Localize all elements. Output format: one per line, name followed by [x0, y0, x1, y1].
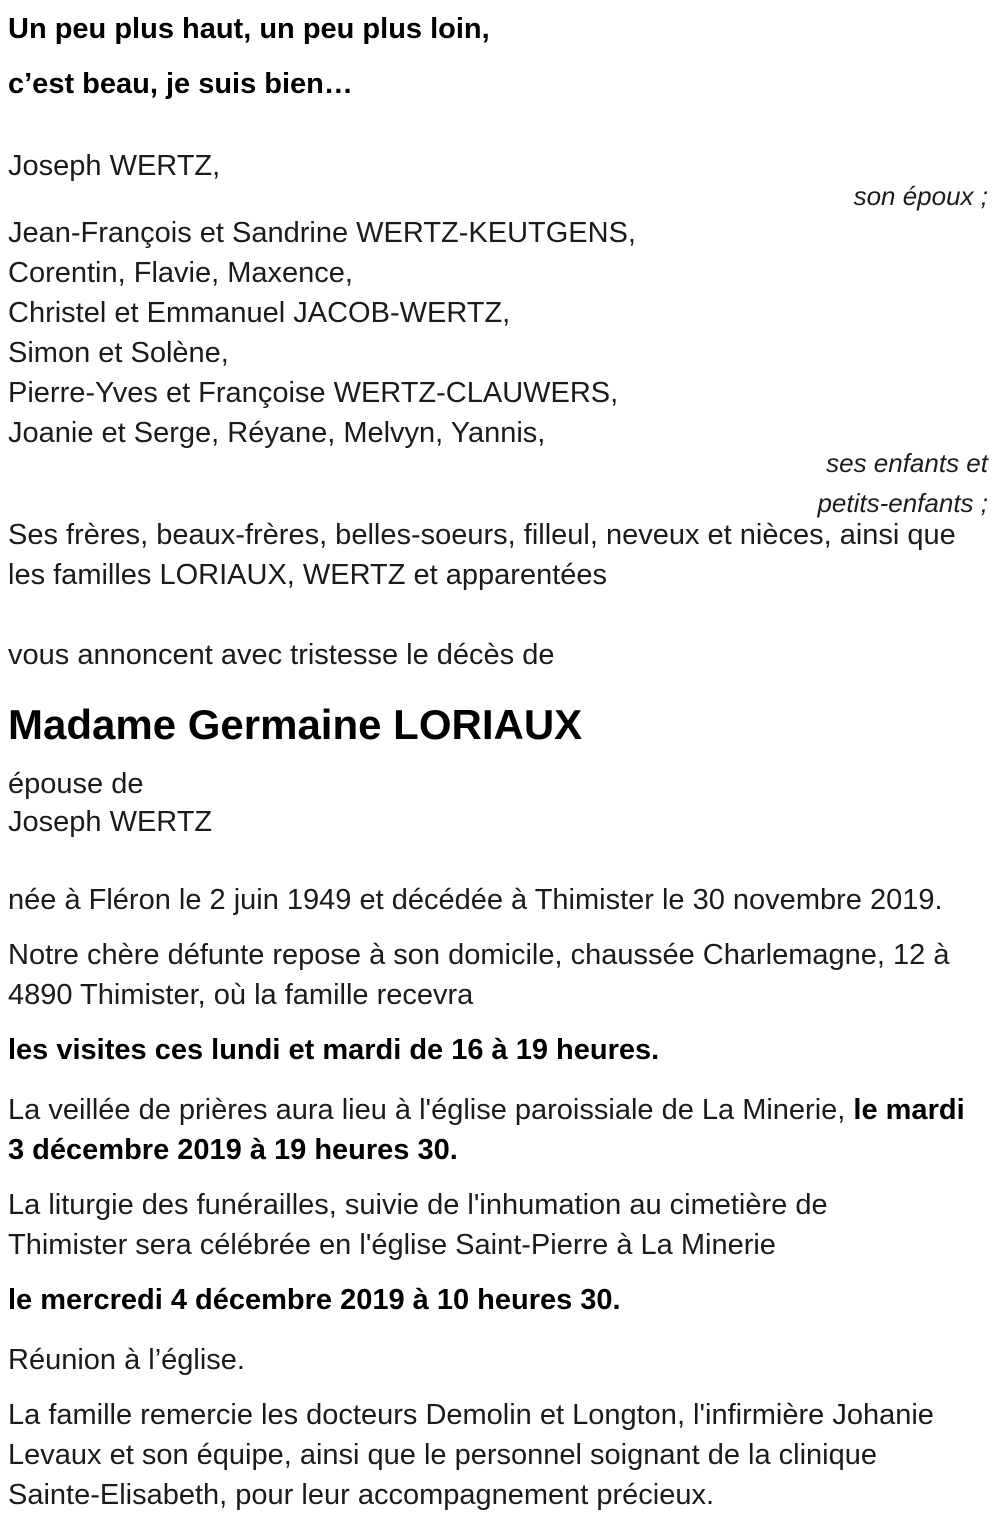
vigil-bold-text: le mardi	[853, 1094, 965, 1126]
child-line-1: Jean-François et Sandrine WERTZ-KEUTGENS,	[8, 217, 636, 249]
child-line-6: Joanie et Serge, Réyane, Melvyn, Yannis,	[8, 417, 546, 449]
spouse-name: Joseph WERTZ,	[8, 150, 221, 182]
child-line-5: Pierre-Yves et Françoise WERTZ-CLAUWERS,	[8, 377, 619, 409]
thanks-line-1: La famille remercie les docteurs Demolin et Longton, l'infirmière Johanie	[8, 1399, 934, 1431]
funeral-date-line: le mercredi 4 décembre 2019 à 10 heures 30.	[8, 1284, 621, 1316]
vigil-regular-text: La veillée de prières aura lieu à l'église paroissiale de La Minerie,	[8, 1094, 854, 1126]
liturgy-line-1: La liturgie des funérailles, suivie de l'inhumation au cimetière de	[8, 1189, 828, 1221]
repose-line-2: 4890 Thimister, où la famille recevra	[8, 979, 474, 1011]
child-line-2: Corentin, Flavie, Maxence,	[8, 257, 353, 289]
liturgy-line-2: Thimister sera célébrée en l'église Saint-Pierre à La Minerie	[8, 1229, 776, 1261]
spouse-relation: son époux ;	[853, 181, 988, 211]
epitaph-line-1: Un peu plus haut, un peu plus loin,	[8, 13, 490, 45]
vigil-line-2: 3 décembre 2019 à 19 heures 30.	[8, 1134, 458, 1166]
spouse-of-line-2: Joseph WERTZ	[8, 806, 213, 838]
repose-line-1: Notre chère défunte repose à son domicile, chaussée Charlemagne, 12 à	[8, 939, 950, 971]
deceased-name-heading: Madame Germaine LORIAUX	[8, 701, 583, 748]
birth-death-line: née à Fléron le 2 juin 1949 et décédée à Thimister le 30 novembre 2019.	[8, 884, 943, 916]
child-line-4: Simon et Solène,	[8, 337, 229, 369]
epitaph-line-2: c’est beau, je suis bien…	[8, 68, 353, 100]
thanks-line-2: Levaux et son équipe, ainsi que le personnel soignant de la clinique	[8, 1439, 878, 1471]
vigil-line-1	[8, 1090, 988, 1130]
visits-line: les visites ces lundi et mardi de 16 à 19 heures.	[8, 1034, 660, 1066]
children-relation-line-2: petits-enfants ;	[817, 488, 988, 518]
spouse-of-line-1: épouse de	[8, 768, 144, 800]
announcement-line: vous annoncent avec tristesse le décès de	[8, 639, 555, 671]
thanks-line-3: Sainte-Elisabeth, pour leur accompagnement précieux.	[8, 1479, 715, 1511]
children-relation-line-1: ses enfants et	[826, 448, 988, 478]
meeting-line: Réunion à l’église.	[8, 1344, 245, 1376]
extended-family-line-1: Ses frères, beaux-frères, belles-soeurs, filleul, neveux et nièces, ainsi que	[8, 519, 956, 551]
extended-family-line-2: les familles LORIAUX, WERTZ et apparentées	[8, 559, 608, 591]
child-line-3: Christel et Emmanuel JACOB-WERTZ,	[8, 297, 511, 329]
